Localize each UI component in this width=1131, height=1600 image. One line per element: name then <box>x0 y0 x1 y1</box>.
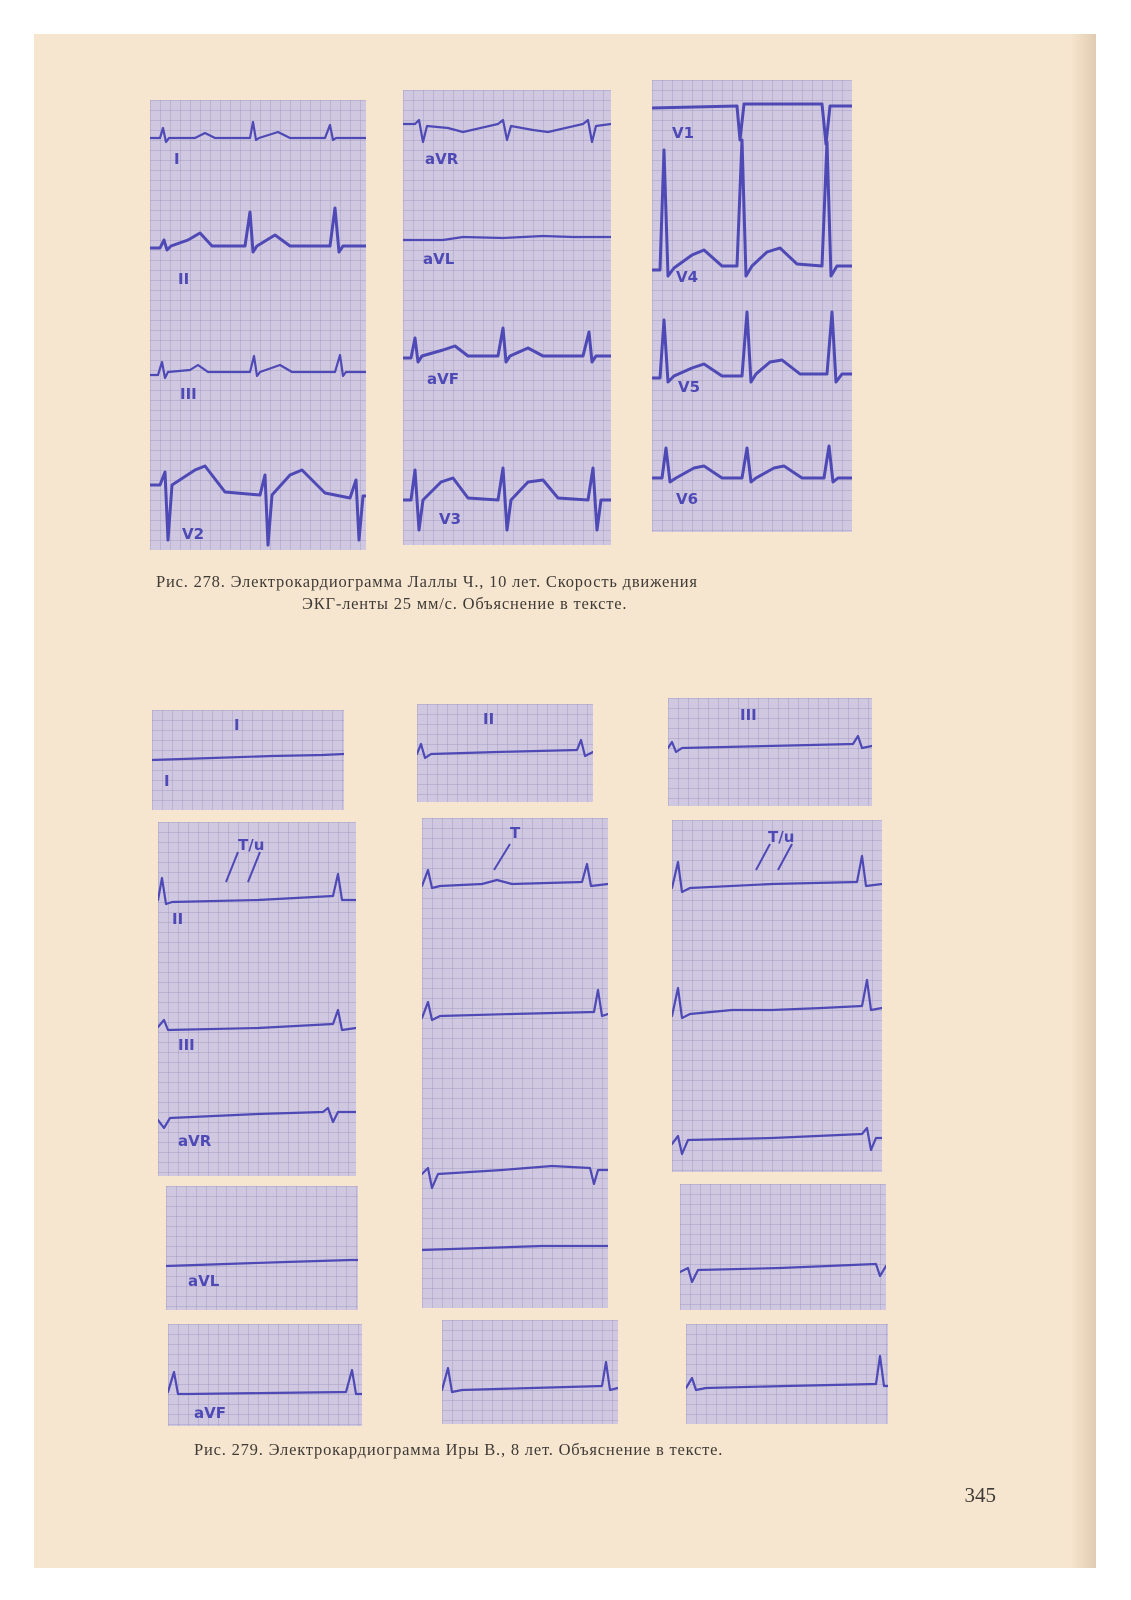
ecg-traces <box>668 698 872 806</box>
trace-lead-aVL <box>403 236 611 240</box>
trace-lead-II <box>150 208 366 252</box>
trace-lead-III <box>150 355 366 378</box>
ecg-traces <box>166 1186 358 1310</box>
wave-label-T: T <box>510 824 521 842</box>
ecg-traces <box>672 820 882 1172</box>
lead-label-aVR: aVR <box>425 150 459 168</box>
ecg-strip-col3-leads <box>672 820 882 1172</box>
lead-label-aVL: aVL <box>423 250 455 268</box>
lead-label-top: II <box>483 710 495 728</box>
wave-label-T-u: T/u <box>768 828 795 846</box>
lead-label-top: I <box>234 716 240 734</box>
ecg-strip-chest-leads <box>652 80 852 532</box>
lead-label-V2: V2 <box>182 525 205 543</box>
lead-label-side: I <box>164 772 170 790</box>
trace-lead-V6 <box>652 446 852 482</box>
ecg-strip-col3-lead-aVL <box>680 1184 886 1310</box>
trace-lead-V4 <box>652 140 852 276</box>
lead-label-top: III <box>740 706 757 724</box>
trace-lead-V3 <box>403 468 611 530</box>
arrow-T <box>226 852 238 882</box>
ecg-traces <box>680 1184 886 1310</box>
lead-label-V5: V5 <box>678 378 701 396</box>
ecg-strip-limb-leads <box>150 100 366 550</box>
trace-lead-aVF <box>403 328 611 362</box>
arrow-T <box>756 844 770 870</box>
lead-label-aVR: aVR <box>178 1132 212 1150</box>
lead-label-II: II <box>172 910 184 928</box>
ecg-traces <box>158 822 356 1176</box>
ecg-strip-col3-lead-aVF <box>686 1324 888 1424</box>
ecg-strip-col3-lead-III <box>668 698 872 806</box>
page-number: 345 <box>964 1483 996 1507</box>
lead-label-V4: V4 <box>676 268 699 286</box>
figure-278-caption-line-2: ЭКГ-ленты 25 мм/с. Объяснение в тексте. <box>302 594 628 613</box>
ecg-strip-col1-lead-aVF <box>168 1324 362 1426</box>
ecg-strip-col1-lead-aVL <box>166 1186 358 1310</box>
ecg-strip-col2-leads <box>422 818 608 1308</box>
trace-lead-V5 <box>652 312 852 382</box>
lead-label-II: II <box>178 270 190 288</box>
ecg-strip-col1-lead-I <box>152 710 344 810</box>
ecg-traces <box>652 80 852 532</box>
arrow-T <box>494 844 510 870</box>
arrow-u <box>778 844 792 870</box>
lead-label-aVL: aVL <box>188 1272 220 1290</box>
trace-lead-aVR <box>403 120 611 142</box>
ecg-strip-col1-leads-II-III-aVR <box>158 822 356 1176</box>
figure-279-caption: Рис. 279. Электрокардиограмма Иры В., 8 лет. Объяснение в тексте. <box>194 1440 724 1459</box>
lead-label-V6: V6 <box>676 490 699 508</box>
book-page <box>34 34 1096 1568</box>
lead-label-III: III <box>180 385 197 403</box>
ecg-traces <box>422 818 608 1308</box>
wave-label-T-u: T/u <box>238 836 265 854</box>
ecg-strip-col2-lead-II <box>417 704 593 802</box>
figure-278-caption-line-1: Рис. 278. Электрокардиограмма Лаллы Ч., 10 лет. Скорость движения <box>156 572 698 591</box>
lead-label-III: III <box>178 1036 195 1054</box>
ecg-strip-augmented-leads <box>403 90 611 545</box>
ecg-traces <box>686 1324 888 1424</box>
ecg-strip-col2-lead-aVF <box>442 1320 618 1424</box>
arrow-u <box>248 852 260 882</box>
lead-label-I: I <box>174 150 180 168</box>
ecg-traces <box>442 1320 618 1424</box>
ecg-traces <box>152 710 344 810</box>
trace-lead-I <box>150 122 366 142</box>
lead-label-V3: V3 <box>439 510 462 528</box>
ecg-traces <box>150 100 366 550</box>
lead-label-aVF: aVF <box>427 370 459 388</box>
lead-label-aVF: aVF <box>194 1404 226 1422</box>
lead-label-V1: V1 <box>672 124 695 142</box>
ecg-traces <box>417 704 593 802</box>
